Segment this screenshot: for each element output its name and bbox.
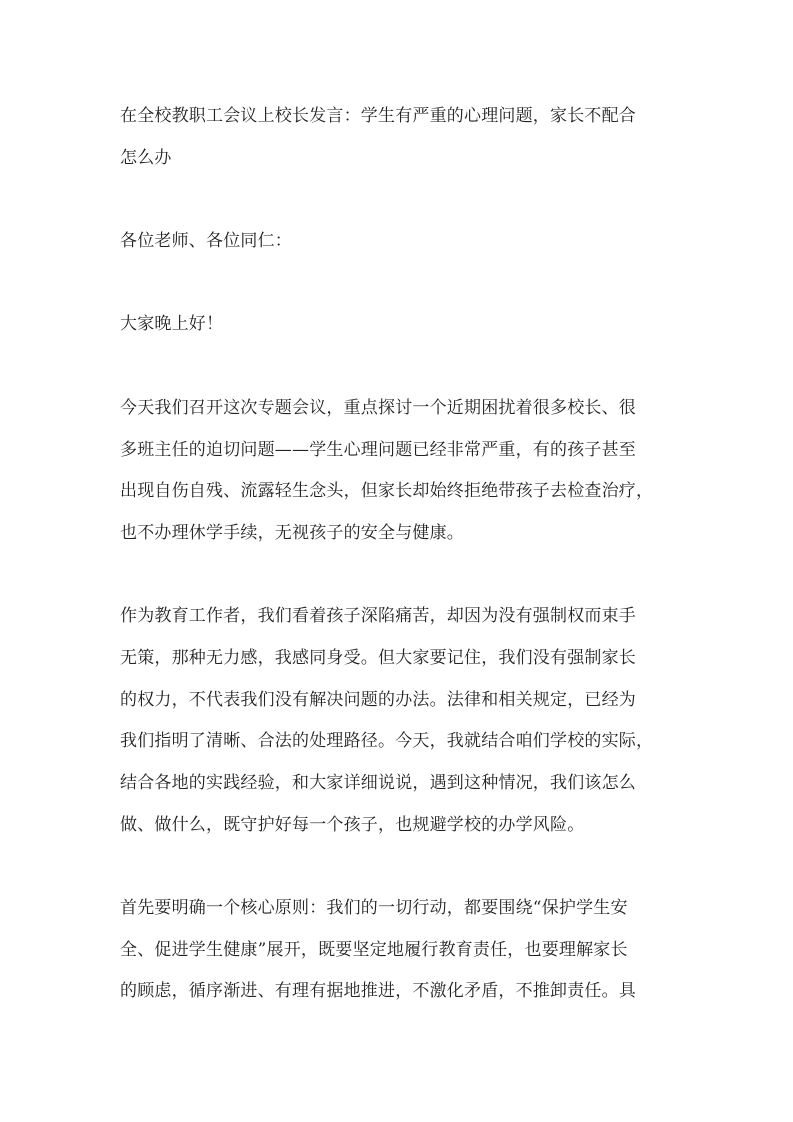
paragraph-3 <box>120 888 640 1013</box>
text-line: 无策，那种无力感，我感同身受。但大家要记住，我们没有强制家长 <box>120 647 636 668</box>
text-line: 作为教育工作者，我们看着孩子深陷痛苦，却因为没有强制权而束手 <box>120 606 636 627</box>
text-line: 首先要明确一个核心原则：我们的一切行动，都要围绕“保护学生安 <box>120 898 628 919</box>
text-line: 的权力，不代表我们没有解决问题的办法。法律和相关规定，已经为 <box>120 689 636 710</box>
title-line: 在全校教职工会议上校长发言：学生有严重的心理问题，家长不配合 <box>120 106 636 126</box>
text-line: 今天我们召开这次专题会议，重点探讨一个近期困扰着很多校长、很 <box>120 397 636 418</box>
text-line: 全、促进学生健康”展开，既要坚定地履行教育责任，也要理解家长 <box>120 939 628 960</box>
greeting <box>120 221 640 263</box>
text-line: 也不办理休学手续，无视孩子的安全与健康。 <box>120 522 464 543</box>
text-line: 我们指明了清晰、合法的处理路径。今天，我就结合咱们学校的实际， <box>120 731 654 752</box>
text-line: 做、做什么，既守护好每一个孩子，也规避学校的办学风险。 <box>120 814 585 835</box>
salutation <box>120 304 640 346</box>
text-line: 结合各地的实践经验，和大家详细说说，遇到这种情况，我们该怎么 <box>120 773 636 793</box>
document-page <box>120 96 654 1055</box>
text-line: 出现自伤自残、流露轻生念头，但家长却始终拒绝带孩子去检查治疗， <box>120 481 654 502</box>
text-line: 的顾虑，循序渐进、有理有据地推进，不激化矛盾，不推卸责任。具 <box>120 981 636 1002</box>
salutation-line: 大家晚上好！ <box>120 314 224 335</box>
paragraph-2 <box>120 596 654 846</box>
title-line: 怎么办 <box>120 147 172 168</box>
document-title <box>120 96 640 179</box>
text-line: 多班主任的迫切问题——学生心理问题已经非常严重，有的孩子甚至 <box>120 439 636 460</box>
paragraph-1 <box>120 388 654 555</box>
greeting-line: 各位老师、各位同仁： <box>120 231 292 252</box>
